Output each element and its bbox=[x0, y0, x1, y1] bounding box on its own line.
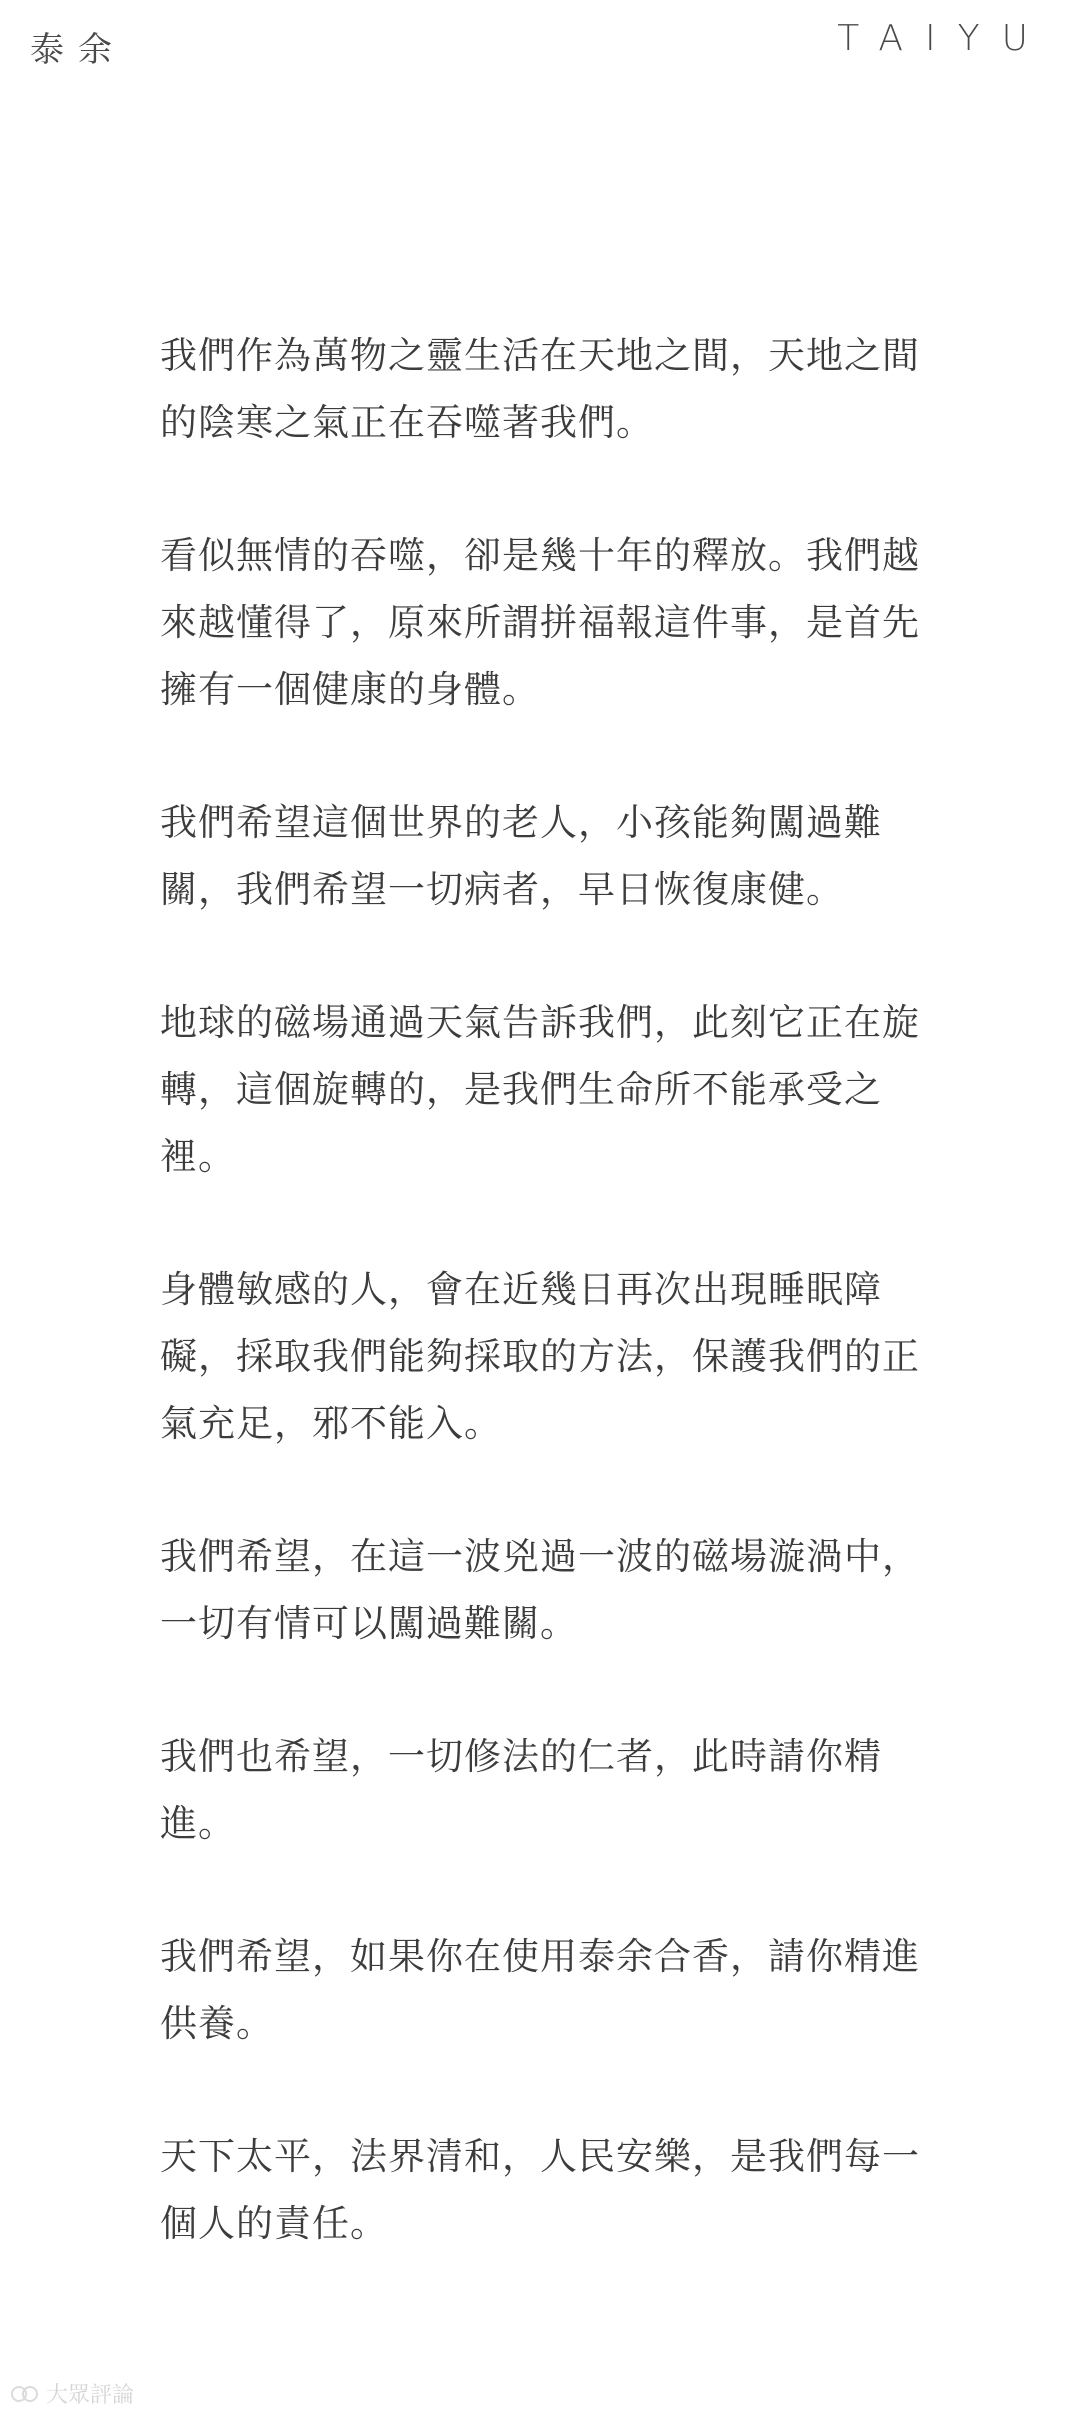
paragraph-line: 地球的磁場通過天氣告訴我們，此刻它正在旋 bbox=[160, 1001, 920, 1044]
article-paragraph bbox=[160, 789, 950, 923]
paragraph-line: 轉，這個旋轉的，是我們生命所不能承受之 bbox=[160, 1068, 882, 1111]
article-paragraph bbox=[160, 1923, 950, 2057]
brand-name-chinese: 泰余 bbox=[30, 30, 126, 70]
article-paragraph bbox=[160, 1256, 950, 1457]
paragraph-line: 我們希望，如果你在使用泰余合香，請你精進 bbox=[160, 1935, 920, 1978]
paragraph-line: 天下太平，法界清和，人民安樂，是我們每一 bbox=[160, 2135, 920, 2178]
paragraph-line: 我們希望這個世界的老人，小孩能夠闖過難 bbox=[160, 801, 882, 844]
paragraph-line: 一切有情可以闖過難關。 bbox=[160, 1602, 578, 1645]
article-paragraph bbox=[160, 2123, 950, 2257]
paragraph-line: 我們也希望，一切修法的仁者，此時請你精 bbox=[160, 1735, 882, 1778]
article-paragraph bbox=[160, 522, 950, 723]
watermark bbox=[10, 2378, 134, 2409]
article-paragraph bbox=[160, 1523, 950, 1657]
paragraph-line: 我們作為萬物之靈生活在天地之間，天地之間 bbox=[160, 334, 920, 377]
paragraph-line: 氣充足，邪不能入。 bbox=[160, 1402, 502, 1445]
paragraph-line: 個人的責任。 bbox=[160, 2202, 388, 2245]
paragraph-line: 我們希望，在這一波兇過一波的磁場漩渦中， bbox=[160, 1535, 920, 1578]
watermark-logo-icon bbox=[10, 2383, 40, 2405]
watermark-text: 大眾評論 bbox=[46, 2383, 135, 2408]
paragraph-line: 裡。 bbox=[160, 1135, 236, 1178]
paragraph-line: 進。 bbox=[160, 1802, 236, 1845]
article-paragraph bbox=[160, 989, 950, 1190]
article-paragraph bbox=[160, 1723, 950, 1857]
paragraph-line: 身體敏感的人，會在近幾日再次出現睡眠障 bbox=[160, 1268, 882, 1311]
paragraph-line: 擁有一個健康的身體。 bbox=[160, 668, 540, 711]
paragraph-line: 的陰寒之氣正在吞噬著我們。 bbox=[160, 401, 654, 444]
paragraph-line: 礙，採取我們能夠採取的方法，保護我們的正 bbox=[160, 1335, 920, 1378]
paragraph-line: 供養。 bbox=[160, 2002, 274, 2045]
paragraph-line: 來越懂得了，原來所謂拼福報這件事，是首先 bbox=[160, 601, 920, 644]
brand-name-english: TAIYU bbox=[837, 18, 1050, 59]
paragraph-line: 看似無情的吞噬，卻是幾十年的釋放。我們越 bbox=[160, 534, 920, 577]
article-paragraph bbox=[160, 322, 950, 456]
paragraph-line: 關，我們希望一切病者，早日恢復康健。 bbox=[160, 868, 844, 911]
article-body bbox=[160, 322, 950, 2323]
